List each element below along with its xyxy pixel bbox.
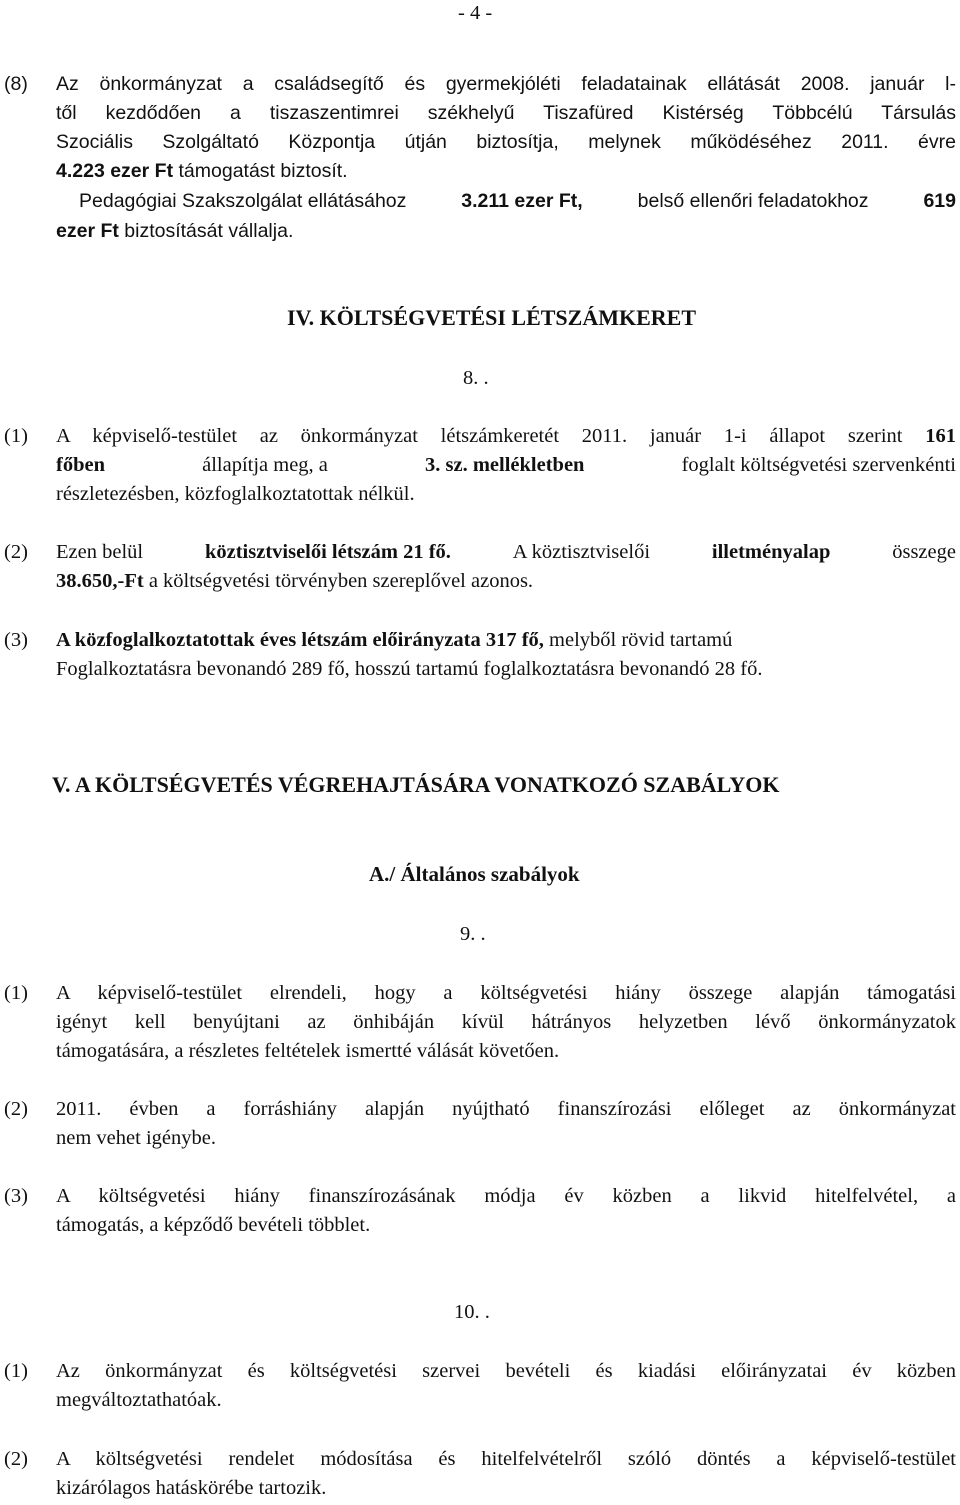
paragraph-10-marker: 10. .	[454, 1301, 490, 1323]
amount-619: 619	[923, 190, 956, 212]
iv-3-text-2: Foglalkoztatásra bevonandó 289 fő, hosszú tartamú foglalkoztatásra bevonandó 28 fő.	[56, 658, 763, 680]
para-8-text-1: Az önkormányzat a családsegítő és gyermekjóléti feladatainak ellátását 2008. január l-	[56, 73, 956, 95]
para-8-text-4: támogatást biztosít.	[173, 160, 348, 182]
amount-4223: 4.223 ezer Ft	[56, 160, 174, 182]
para-8-text-2: től kezdődően a tiszaszentimrei székhelyű Tiszafüred Kistérség Többcélú Társulás	[56, 102, 956, 124]
amount-ezer-ft: ezer Ft	[56, 220, 119, 242]
v9-1-text-1: A képviselő-testület elrendeli, hogy a költségvetési hiány összege alapján támogatási	[56, 982, 956, 1004]
section-iv-title: IV. KÖLTSÉGVETÉSI LÉTSZÁMKERET	[287, 305, 696, 330]
v10-2-text-1: A költségvetési rendelet módosítása és hitelfelvételről szóló döntés a képviselő-testület	[56, 1448, 956, 1470]
v10-1-text-1: Az önkormányzat és költségvetési szervei bevételi és kiadási előirányzatai év közben	[56, 1360, 956, 1382]
v9-1-number: (1)	[4, 982, 28, 1004]
iv-3-text-1: melyből rövid tartamú	[543, 629, 733, 651]
paragraph-8-marker: 8. .	[463, 367, 489, 389]
illetmenyalap-amount: 38.650,-Ft	[56, 570, 144, 592]
iv-2-number: (2)	[4, 541, 28, 563]
iv-3-number: (3)	[4, 629, 28, 651]
v9-3-text-1: A költségvetési hiány finanszírozásának módja év közben a likvid hitelfelvétel, a	[56, 1185, 956, 1207]
v10-1-number: (1)	[4, 1360, 28, 1382]
v9-3-text-2: támogatás, a képződő bevételi többlet.	[56, 1214, 371, 1236]
v9-2-text-1: 2011. évben a forráshiány alapján nyújtható finanszírozási előleget az önkormányzat	[56, 1098, 956, 1120]
iv-1-text-2: főben állapítja meg, a 3. sz. mellékletben foglalt költségvetési szervenkénti	[56, 454, 956, 476]
iv-2-text-2: a költségvetési törvényben szereplővel azonos.	[143, 570, 534, 592]
section-v-subtitle: A./ Általános szabályok	[369, 862, 580, 886]
iv-1-text-3: részletezésben, közfoglalkoztatottak nélkül.	[56, 483, 415, 505]
v10-1-text-2: megváltoztathatóak.	[56, 1389, 222, 1411]
v10-2-text-2: kizárólagos hatáskörébe tartozik.	[56, 1477, 327, 1499]
v9-1-text-3: támogatására, a részletes feltételek ismertté válását követően.	[56, 1040, 560, 1062]
para-8-text-3: Szociális Szolgáltató Központja útján biztosítja, melynek működéséhez 2011. évre	[56, 131, 956, 153]
para-8-text-5: Pedagógiai Szakszolgálat ellátásához 3.211 ezer Ft, belső ellenőri feladatokhoz 619	[79, 190, 956, 212]
iv-3-bold-text: A közfoglalkoztatottak éves létszám előirányzata 317 fő,	[56, 629, 544, 651]
iv-1-number: (1)	[4, 425, 28, 447]
para-8-number: (8)	[4, 73, 28, 95]
amount-3211: 3.211 ezer Ft,	[461, 190, 583, 212]
v9-3-number: (3)	[4, 1185, 28, 1207]
para-8-text-6: biztosítását vállalja.	[118, 220, 294, 242]
paragraph-9-marker: 9. .	[460, 923, 486, 945]
iv-2-text-1: Ezen belül köztisztviselői létszám 21 fő. A köztisztviselői illetményalap összege	[56, 541, 956, 563]
v9-2-text-2: nem vehet igénybe.	[56, 1127, 216, 1149]
v10-2-number: (2)	[4, 1448, 28, 1470]
v9-1-text-2: igényt kell benyújtani az önhibáján kívül hátrányos helyzetben lévő önkormányzatok	[56, 1011, 956, 1033]
page-number: - 4 -	[458, 2, 493, 24]
v9-2-number: (2)	[4, 1098, 28, 1120]
section-v-title: V. A KÖLTSÉGVETÉS VÉGREHAJTÁSÁRA VONATKOZÓ SZABÁLYOK	[52, 772, 780, 797]
iv-1-text-1: A képviselő-testület az önkormányzat létszámkeretét 2011. január 1-i állapot szerint 161	[56, 425, 956, 447]
